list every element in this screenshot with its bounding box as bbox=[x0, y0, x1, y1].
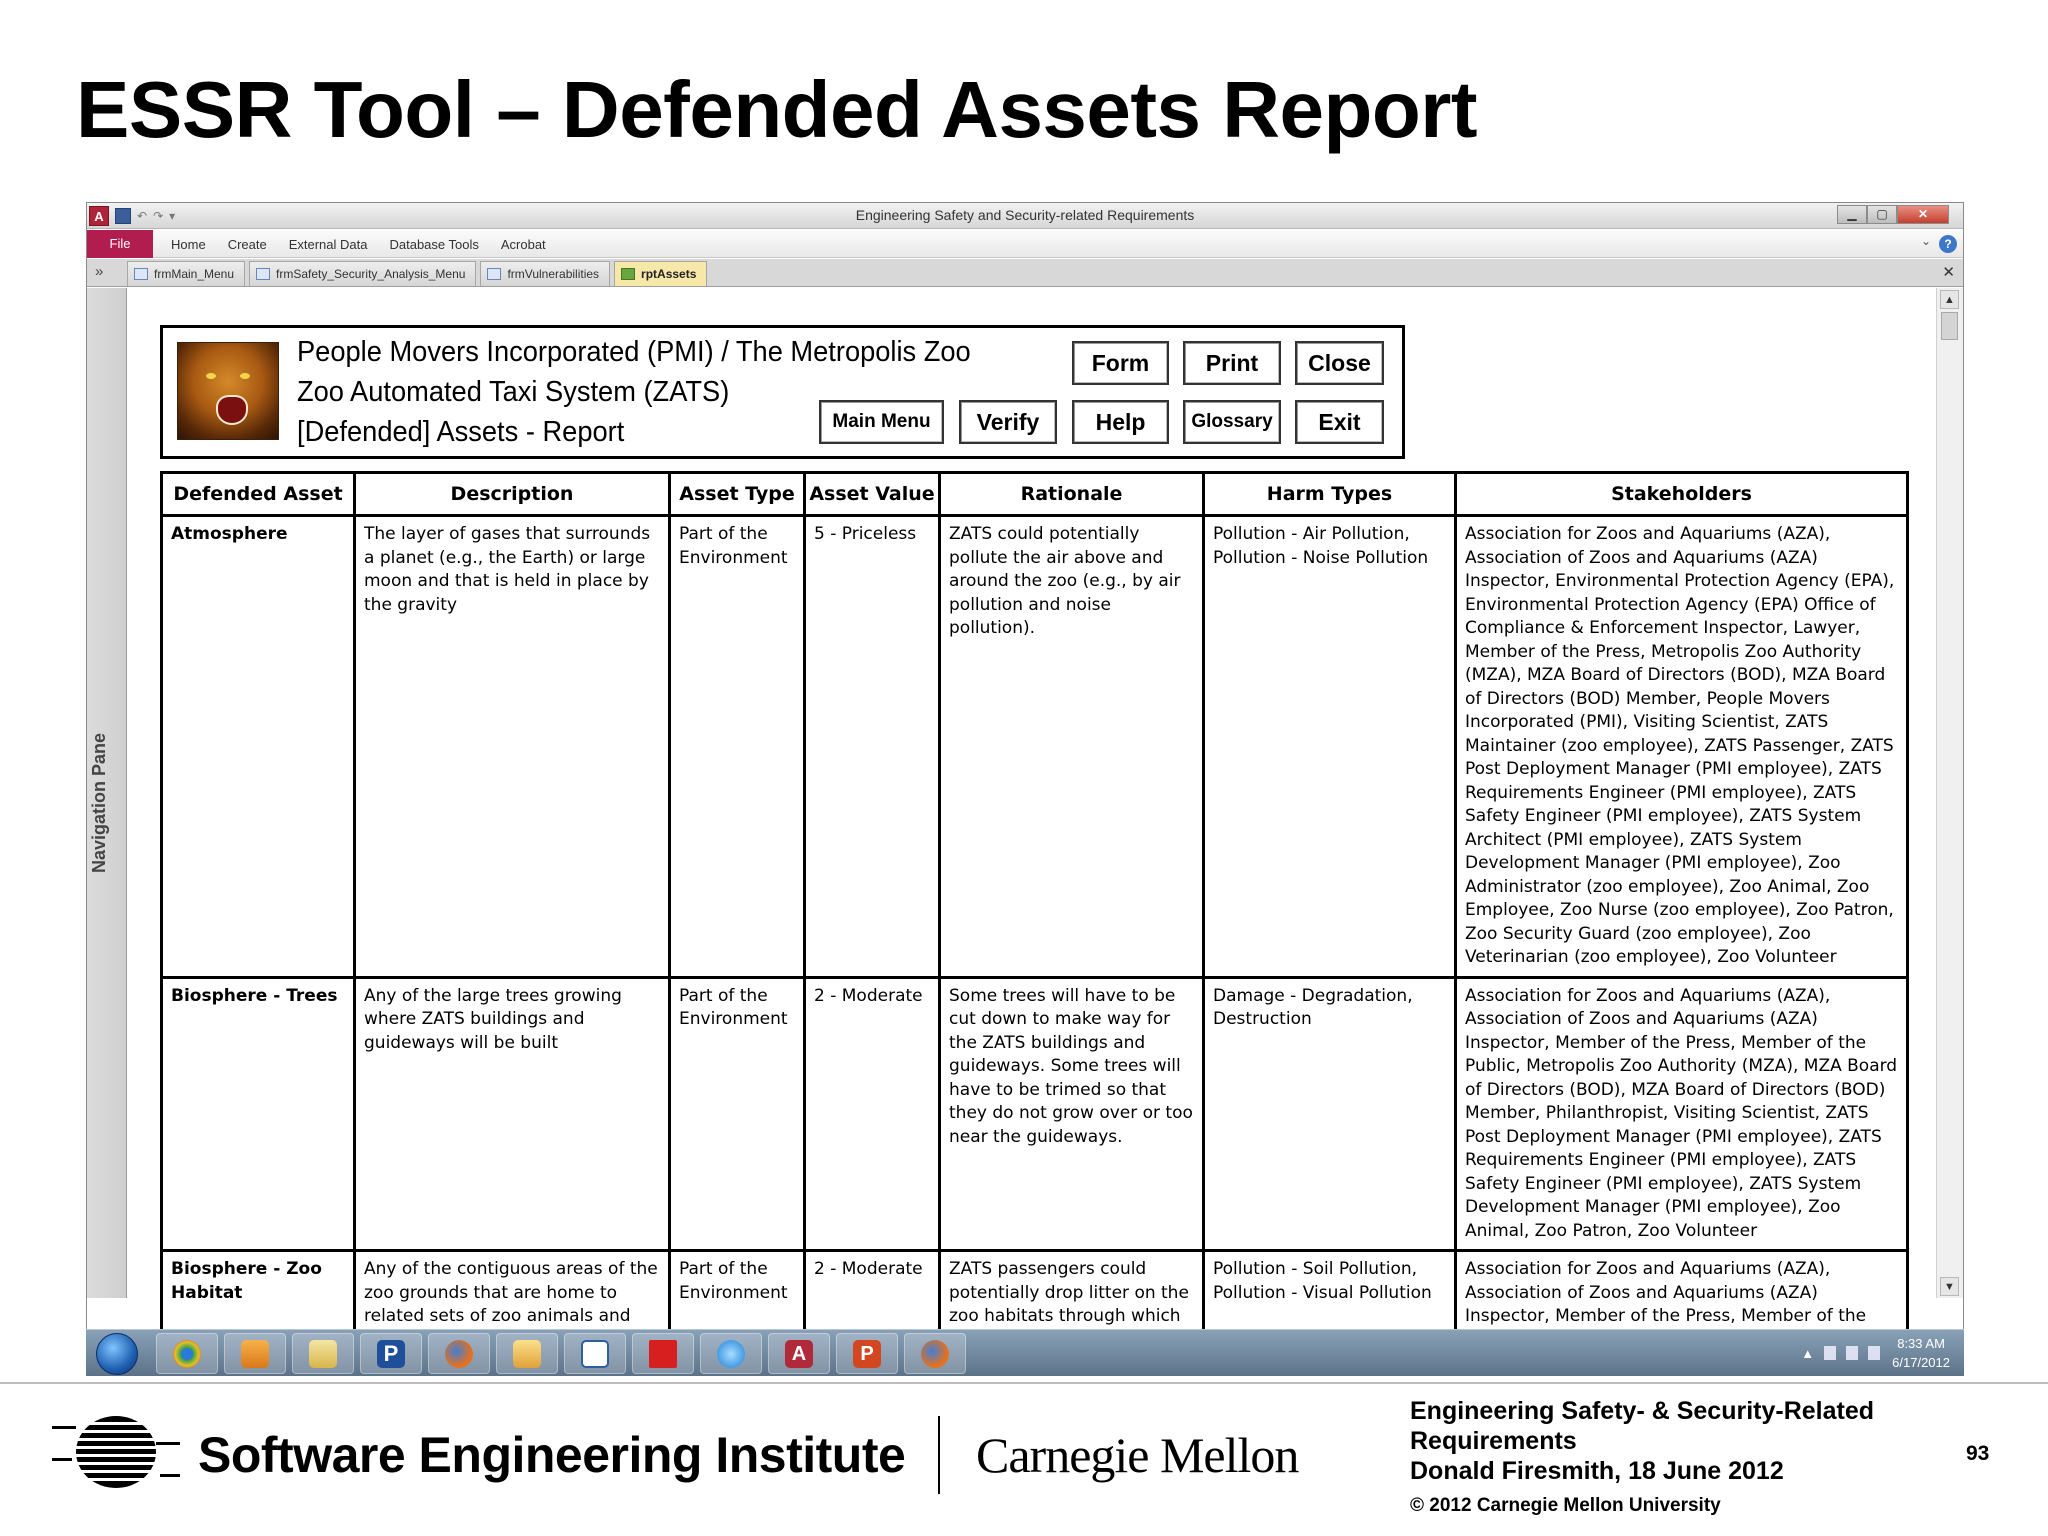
cell-stakeholders: Association for Zoos and Aquariums (AZA), Association of Zoos and Aquariums (AZA) Inspector, Member of the Press, Member of the Public, Metropolis Zoo Authority (MZA), MZA Board of Directors (BOD), MZA Board of Directors (BOD) Member, Philanthropist, Visiting Scientist, ZATS Post Deployment Manager (PMI employee), ZATS Requirements Engineer (PMI employee), ZATS Safety Engineer (PMI employee), ZATS System Development Manager (PMI employee), Zoo Animal, Zoo Patron, Zoo Volunteer bbox=[1456, 977, 1908, 1251]
file-explorer-icon[interactable] bbox=[292, 1333, 354, 1374]
column-header-defended-asset: Defended Asset bbox=[162, 473, 355, 516]
table-row bbox=[162, 977, 1908, 1251]
scroll-up-icon[interactable]: ▲ bbox=[1940, 290, 1959, 309]
ribbon-tabs bbox=[171, 230, 546, 258]
vertical-scrollbar[interactable] bbox=[1936, 288, 1963, 1298]
cell-defended-asset: Biosphere - Trees bbox=[162, 977, 355, 1251]
medical-app-icon[interactable] bbox=[632, 1333, 694, 1374]
doc-tab-label: frmMain_Menu bbox=[154, 267, 235, 281]
lion-eye bbox=[240, 373, 250, 379]
cell-rationale: ZATS passengers could potentially drop litter on the zoo habitats through which bbox=[940, 1251, 1204, 1371]
print-button[interactable]: Print bbox=[1183, 341, 1281, 385]
undo-icon[interactable]: ↶ bbox=[137, 209, 148, 223]
report-system-title: Zoo Automated Taxi System (ZATS) bbox=[297, 376, 730, 408]
ribbon-tab-external-data[interactable]: External Data bbox=[288, 236, 368, 252]
form-button[interactable]: Form bbox=[1072, 341, 1169, 385]
close-document-icon[interactable]: ✕ bbox=[1942, 264, 1955, 281]
cell-rationale: Some trees will have to be cut down to make way for the ZATS buildings and guideways. Some trees will have to be trimed so that they do not grow over or too near the guideways. bbox=[940, 977, 1204, 1251]
doc-tab-label: rptAssets bbox=[641, 267, 697, 281]
system-tray bbox=[1801, 1334, 1950, 1372]
access-icon[interactable]: A bbox=[768, 1333, 830, 1374]
ribbon bbox=[87, 230, 1963, 258]
cell-rationale: ZATS could potentially pollute the air above and around the zoo (e.g., by air pollution and noise pollution). bbox=[940, 516, 1204, 978]
internet-explorer-icon[interactable] bbox=[700, 1333, 762, 1374]
ribbon-tab-home[interactable]: Home bbox=[171, 236, 206, 252]
help-button[interactable]: Help bbox=[1072, 400, 1169, 444]
table-header-row bbox=[162, 473, 1908, 516]
document-tab-list bbox=[127, 261, 707, 286]
cell-stakeholders: Association for Zoos and Aquariums (AZA), Association of Zoos and Aquariums (AZA) Inspector, Member of the Press, Member of the bbox=[1456, 1251, 1908, 1371]
cmu-wordmark: Carnegie Mellon bbox=[976, 1427, 1299, 1483]
cell-asset-value: 5 - Priceless bbox=[805, 516, 940, 978]
main-menu-button[interactable]: Main Menu bbox=[819, 400, 944, 444]
tray-icons bbox=[1801, 1346, 1880, 1361]
cell-defended-asset: Biosphere - Zoo Habitat bbox=[162, 1251, 355, 1371]
doc-tab-label: frmVulnerabilities bbox=[507, 267, 600, 281]
publisher-icon[interactable]: P bbox=[360, 1333, 422, 1374]
page-number: 93 bbox=[1966, 1442, 1990, 1465]
chrome-icon[interactable] bbox=[156, 1333, 218, 1374]
column-header-stakeholders: Stakeholders bbox=[1456, 473, 1908, 516]
cell-asset-type: Part of the Environment bbox=[670, 516, 805, 978]
exit-button[interactable]: Exit bbox=[1295, 400, 1384, 444]
report-header bbox=[160, 325, 1405, 459]
glossary-button[interactable]: Glossary bbox=[1183, 400, 1281, 444]
clock-time: 8:33 AM bbox=[1897, 1336, 1945, 1351]
column-header-asset-type: Asset Type bbox=[670, 473, 805, 516]
maximize-button[interactable]: ▢ bbox=[1867, 205, 1897, 224]
verify-button[interactable]: Verify bbox=[959, 400, 1057, 444]
column-header-asset-value: Asset Value bbox=[805, 473, 940, 516]
column-header-rationale: Rationale bbox=[940, 473, 1204, 516]
firefox-icon[interactable] bbox=[904, 1333, 966, 1374]
redo-icon[interactable]: ↷ bbox=[153, 209, 164, 223]
show-hidden-icons-icon[interactable]: ▲ bbox=[1801, 1345, 1815, 1361]
form-icon bbox=[134, 268, 148, 280]
help-icon[interactable]: ? bbox=[1939, 235, 1957, 253]
cell-asset-value: 2 - Moderate bbox=[805, 1251, 940, 1371]
media-player-icon[interactable] bbox=[224, 1333, 286, 1374]
clock-date: 6/17/2012 bbox=[1892, 1355, 1950, 1370]
cell-stakeholders: Association for Zoos and Aquariums (AZA), Association of Zoos and Aquariums (AZA) Inspector, Environmental Protection Agency (EPA), Environmental Protection Agency (EPA) Office of Compliance & Enforcement Inspector, Lawyer, Member of the Press, Metropolis Zoo Authority (MZA), MZA Board of Directors (BOD), MZA Board of Directors (BOD) Member, People Movers Incorporated (PMI), Visiting Scientist, ZATS Maintainer (zoo employee), ZATS Passenger, ZATS Post Deployment Manager (PMI employee), ZATS Requirements Engineer (PMI employee), ZATS Safety Engineer (PMI employee), ZATS System Architect (PMI employee), ZATS System Development Manager (PMI employee), Zoo Administrator (zoo employee), Zoo Animal, Zoo Employee, Zoo Nurse (zoo employee), Zoo Patron, Zoo Security Guard (zoo employee), Zoo Veterinarian (zoo employee), Zoo Volunteer bbox=[1456, 516, 1908, 978]
cell-asset-type: Part of the Environment bbox=[670, 1251, 805, 1371]
ribbon-tab-create[interactable]: Create bbox=[227, 236, 267, 252]
sei-wordmark: Software Engineering Institute bbox=[198, 1427, 906, 1483]
ribbon-tab-acrobat[interactable]: Acrobat bbox=[500, 236, 546, 252]
form-icon bbox=[487, 268, 501, 280]
customize-toolbar-icon[interactable]: ▾ bbox=[169, 209, 176, 223]
doc-tab-label: frmSafety_Security_Analysis_Menu bbox=[276, 267, 466, 281]
cell-asset-type: Part of the Environment bbox=[670, 977, 805, 1251]
footer-divider bbox=[0, 1382, 2048, 1384]
powerpoint-icon[interactable]: P bbox=[836, 1333, 898, 1374]
cell-harm-types: Pollution - Air Pollution, Pollution - Noise Pollution bbox=[1204, 516, 1456, 978]
doc-tab-rptassets[interactable] bbox=[614, 261, 707, 286]
lion-logo bbox=[177, 342, 279, 440]
doc-tab-frmmain-menu[interactable] bbox=[127, 261, 245, 286]
start-button[interactable] bbox=[96, 1333, 138, 1375]
close-window-button[interactable]: ✕ bbox=[1897, 205, 1949, 224]
volume-icon[interactable] bbox=[1868, 1346, 1880, 1360]
window-controls bbox=[1837, 205, 1949, 224]
doc-tab-frmsafety-security-analysis-menu[interactable] bbox=[249, 261, 476, 286]
slide-title: ESSR Tool – Defended Assets Report bbox=[76, 65, 1478, 154]
lion-mouth bbox=[216, 395, 248, 425]
cell-description: Any of the contiguous areas of the zoo grounds that are home to related sets of zoo animals and bbox=[355, 1251, 670, 1371]
scroll-down-icon[interactable]: ▼ bbox=[1940, 1277, 1959, 1296]
form-icon bbox=[256, 268, 270, 280]
column-header-harm-types: Harm Types bbox=[1204, 473, 1456, 516]
ribbon-tab-file[interactable]: File bbox=[87, 230, 153, 258]
footer-title-line1: Engineering Safety- & Security-Related bbox=[1410, 1397, 1875, 1425]
footer-presentation-info bbox=[1410, 1396, 1874, 1486]
footer-title-line2: Requirements bbox=[1410, 1427, 1577, 1455]
navigation-pane-label: Navigation Pane bbox=[89, 732, 109, 873]
cell-description: Any of the large trees growing where ZATS buildings and guideways will be built bbox=[355, 977, 670, 1251]
scroll-thumb[interactable] bbox=[1941, 312, 1958, 340]
battery-icon[interactable] bbox=[1824, 1346, 1836, 1360]
cell-description: The layer of gases that surrounds a planet (e.g., the Earth) or large moon and that is held in place by the gravity bbox=[355, 516, 670, 978]
ribbon-tab-database-tools[interactable]: Database Tools bbox=[389, 236, 479, 252]
window-titlebar bbox=[87, 203, 1963, 229]
logo-separator bbox=[938, 1416, 940, 1494]
taskbar-clock[interactable] bbox=[1892, 1334, 1950, 1372]
cell-asset-value: 2 - Moderate bbox=[805, 977, 940, 1251]
doc-tab-frmvulnerabilities[interactable] bbox=[480, 261, 610, 286]
outlook-icon[interactable] bbox=[496, 1333, 558, 1374]
lion-eye bbox=[206, 373, 216, 379]
document-tabs bbox=[87, 259, 1963, 287]
firefox-icon[interactable] bbox=[428, 1333, 490, 1374]
close-button[interactable]: Close bbox=[1295, 341, 1384, 385]
nav-pane-expand-icon[interactable]: » bbox=[95, 263, 104, 280]
assets-table bbox=[160, 471, 1909, 1372]
calendar-icon[interactable] bbox=[564, 1333, 626, 1374]
minimize-button[interactable]: ▁ bbox=[1837, 205, 1867, 224]
table-row bbox=[162, 516, 1908, 978]
footer-author-date: Donald Firesmith, 18 June 2012 bbox=[1410, 1457, 1784, 1485]
report-org-title: People Movers Incorporated (PMI) / The Metropolis Zoo bbox=[297, 336, 971, 368]
report-view bbox=[128, 288, 1937, 1326]
taskbar-apps bbox=[156, 1333, 966, 1374]
access-window bbox=[86, 202, 1964, 1376]
cell-harm-types: Pollution - Soil Pollution, Pollution - Visual Pollution bbox=[1204, 1251, 1456, 1371]
access-app-icon[interactable]: A bbox=[89, 206, 109, 226]
sei-logo bbox=[52, 1414, 180, 1490]
footer-copyright: © 2012 Carnegie Mellon University bbox=[1410, 1495, 1721, 1516]
window-title: Engineering Safety and Security-related Requirements bbox=[855, 207, 1195, 223]
windows-taskbar bbox=[86, 1329, 1964, 1376]
minimize-ribbon-icon[interactable]: ⌄ bbox=[1920, 234, 1931, 248]
cell-harm-types: Damage - Degradation, Destruction bbox=[1204, 977, 1456, 1251]
report-name: [Defended] Assets - Report bbox=[297, 416, 625, 448]
navigation-pane[interactable] bbox=[87, 288, 127, 1298]
cell-defended-asset: Atmosphere bbox=[162, 516, 355, 978]
column-header-description: Description bbox=[355, 473, 670, 516]
network-icon[interactable] bbox=[1846, 1346, 1858, 1360]
report-icon bbox=[621, 268, 635, 280]
